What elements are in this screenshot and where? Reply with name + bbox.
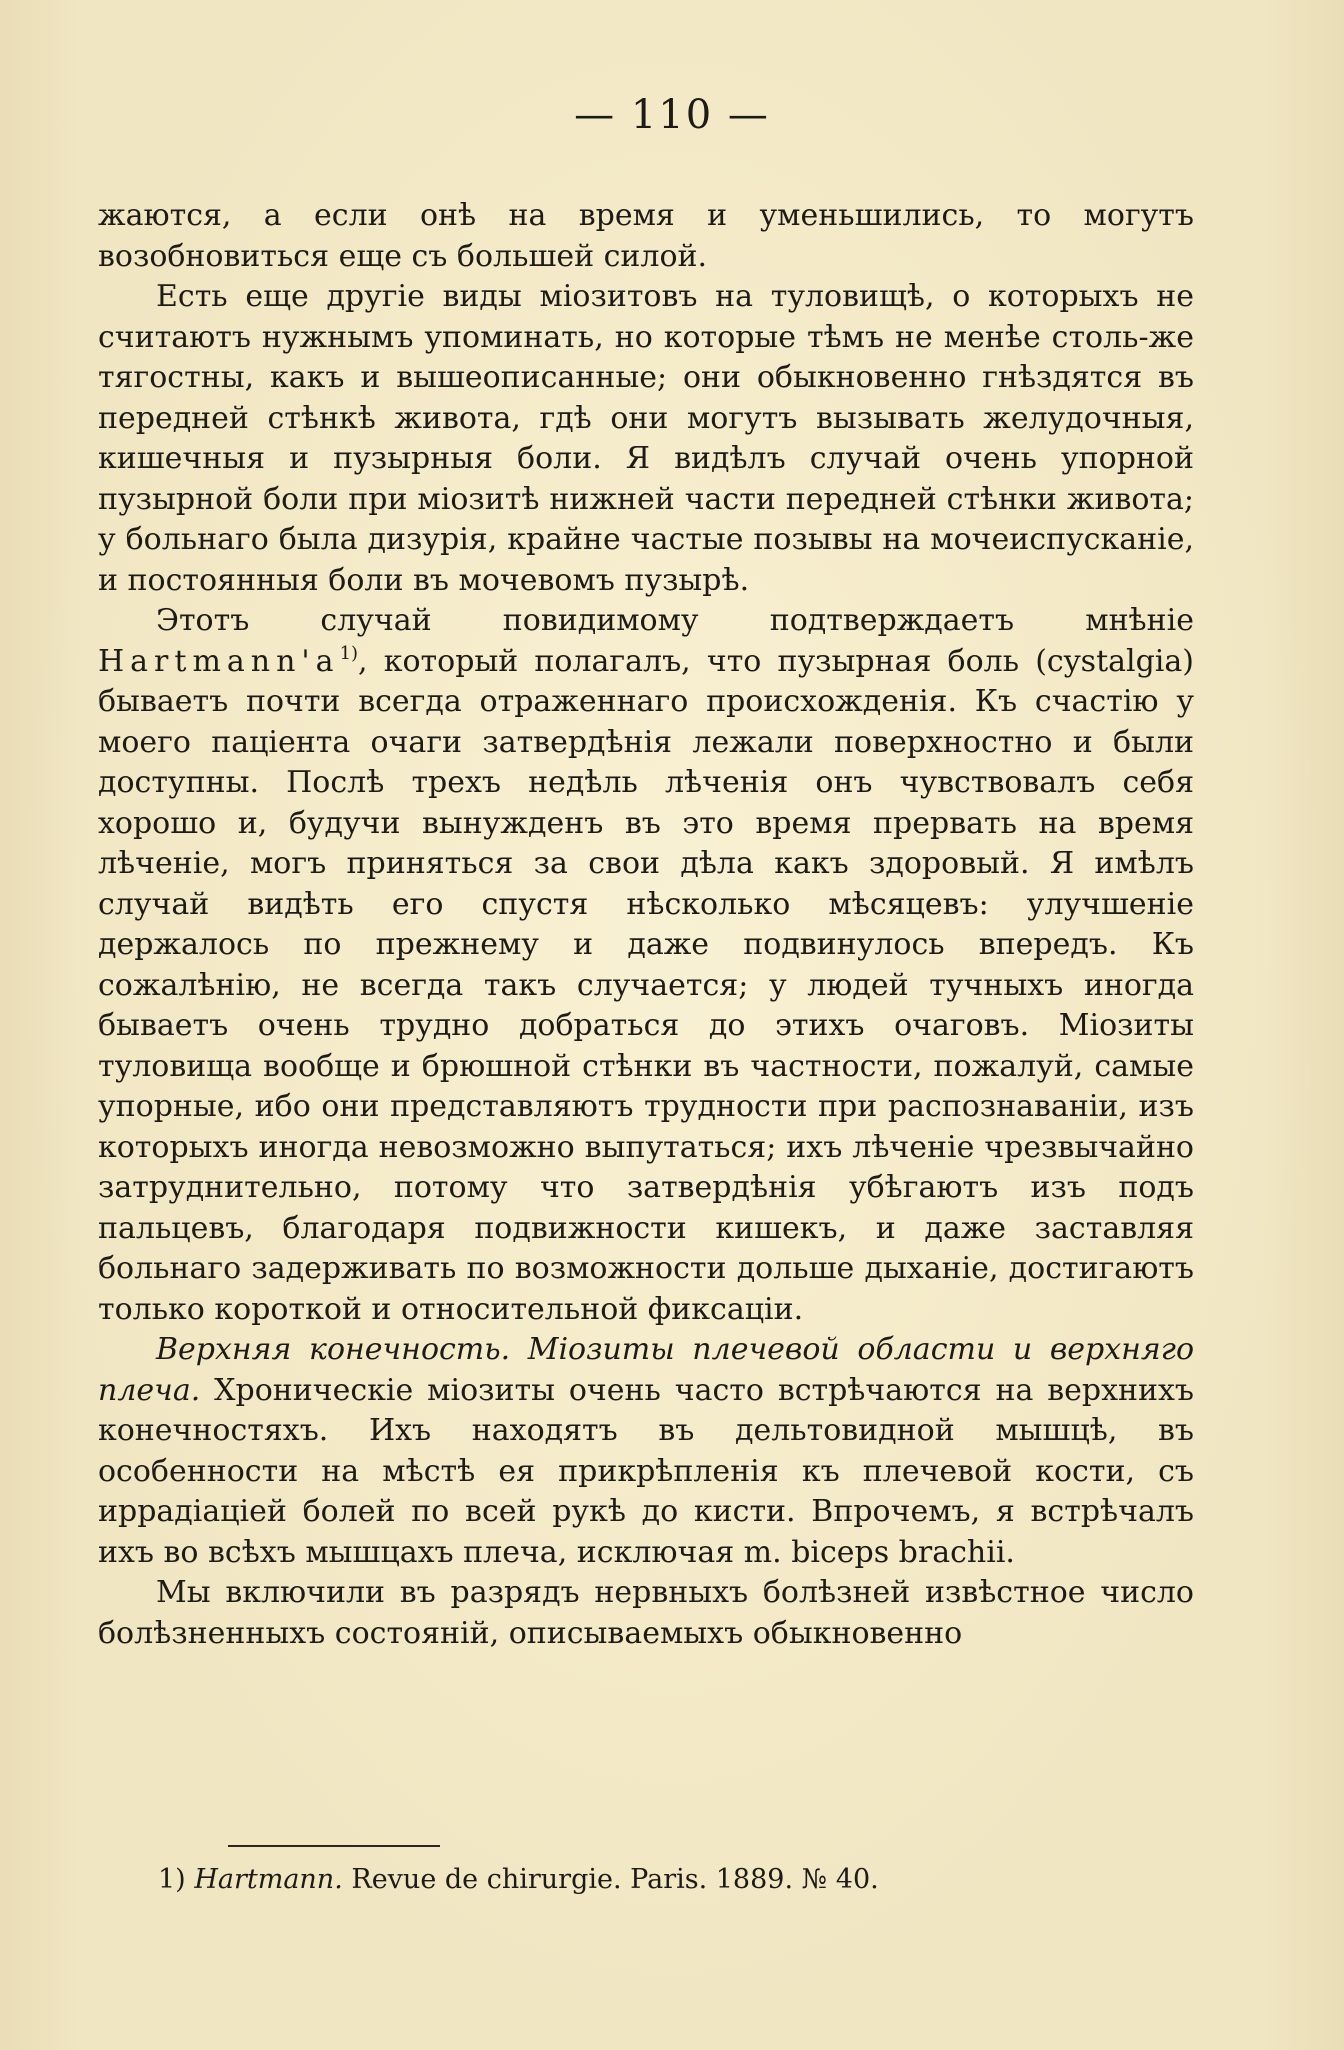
footnote-divider xyxy=(228,1845,440,1847)
paragraph-1: жаются, а если онѣ на время и уменьшились, то могутъ возобновиться еще съ большей силой. xyxy=(98,198,1194,274)
paragraph-4-rest: Хроническіе міозиты очень часто встрѣчаются на верхнихъ конечностяхъ. Ихъ находятъ въ дельтовидной мышцѣ, въ особенности на мѣстѣ ея прикрѣпленія къ плечевой кости, съ иррадіаціей болей по всей рукѣ до кисти. Впрочемъ, я встрѣчалъ ихъ во всѣхъ мышцахъ плеча, исключая m. biceps brachii. xyxy=(98,1372,1194,1570)
paragraph-3-rest: , который полагалъ, что пузырная боль (cystalgia) бываетъ почти всегда отраженнаго происхожденія. Къ счастію у моего паціента очаги затвердѣнія лежали поверхностно и были доступны. Послѣ трехъ недѣль лѣченія онъ чувствовалъ себя хорошо и, будучи вынужденъ въ это время прервать на время лѣченіе, могъ приняться за свои дѣла какъ здоровый. Я имѣлъ случай видѣть его спустя нѣсколько мѣсяцевъ: улучшеніе держалось по прежнему и даже подвинулось впередъ. Къ сожалѣнію, не всегда такъ случается; у людей тучныхъ иногда бываетъ очень трудно добраться до этихъ очаговъ. Міозиты туловища вообще и брюшной стѣнки въ частности, пожалуй, самые упорные, ибо они представляютъ трудности при распознаваніи, изъ которыхъ иногда невозможно выпутаться; ихъ лѣченіе чрезвычайно затруднительно, потому что затвердѣнія убѣгаютъ изъ подъ пальцевъ, благодаря подвижности кишекъ, и даже заставляя больнаго задерживать по возможности дольше дыханіе, достигаютъ только короткой и относительной фиксаціи. xyxy=(98,643,1194,1327)
footnote-marker: 1) xyxy=(158,1864,186,1895)
footnote-text: Revue de chirurgie. Paris. 1889. № 40. xyxy=(351,1864,879,1895)
paragraph-5: Мы включили въ разрядъ нервныхъ болѣзней извѣстное число болѣзненныхъ состояній, описываемыхъ обыкновенно xyxy=(98,1575,1194,1651)
paragraph-2: Есть еще другіе виды міозитовъ на туловищѣ, о которыхъ не считаютъ нужнымъ упоминать, но которые тѣмъ не менѣе столь-же тягостны, какъ и вышеописанные; они обыкновенно гнѣздятся въ передней стѣнкѣ живота, гдѣ они могутъ вызывать желудочныя, кишечныя и пузырныя боли. Я видѣлъ случай очень упорной пузырной боли при міозитѣ нижней части передней стѣнки живота; у больнаго была дизурія, крайне частые позывы на мочеиспусканіе, и постоянныя боли въ мочевомъ пузырѣ. xyxy=(98,279,1194,598)
paragraph-3 xyxy=(98,601,1194,1330)
paragraph-3-start: Этотъ случай повидимому подтверждаетъ мнѣніе xyxy=(156,603,1194,638)
paragraph-4 xyxy=(98,1330,1194,1573)
page-number: — 110 — xyxy=(574,92,770,138)
author-name: Hartmann'a xyxy=(98,643,340,679)
section-heading: Верхняя конечность. Міозиты плечевой области и верхняго плеча. xyxy=(98,1332,1194,1408)
footnote-ref: 1) xyxy=(339,642,359,664)
footnote-author: Hartmann. xyxy=(194,1864,343,1895)
body-text xyxy=(98,196,1194,1654)
footnote xyxy=(158,1862,1198,1898)
